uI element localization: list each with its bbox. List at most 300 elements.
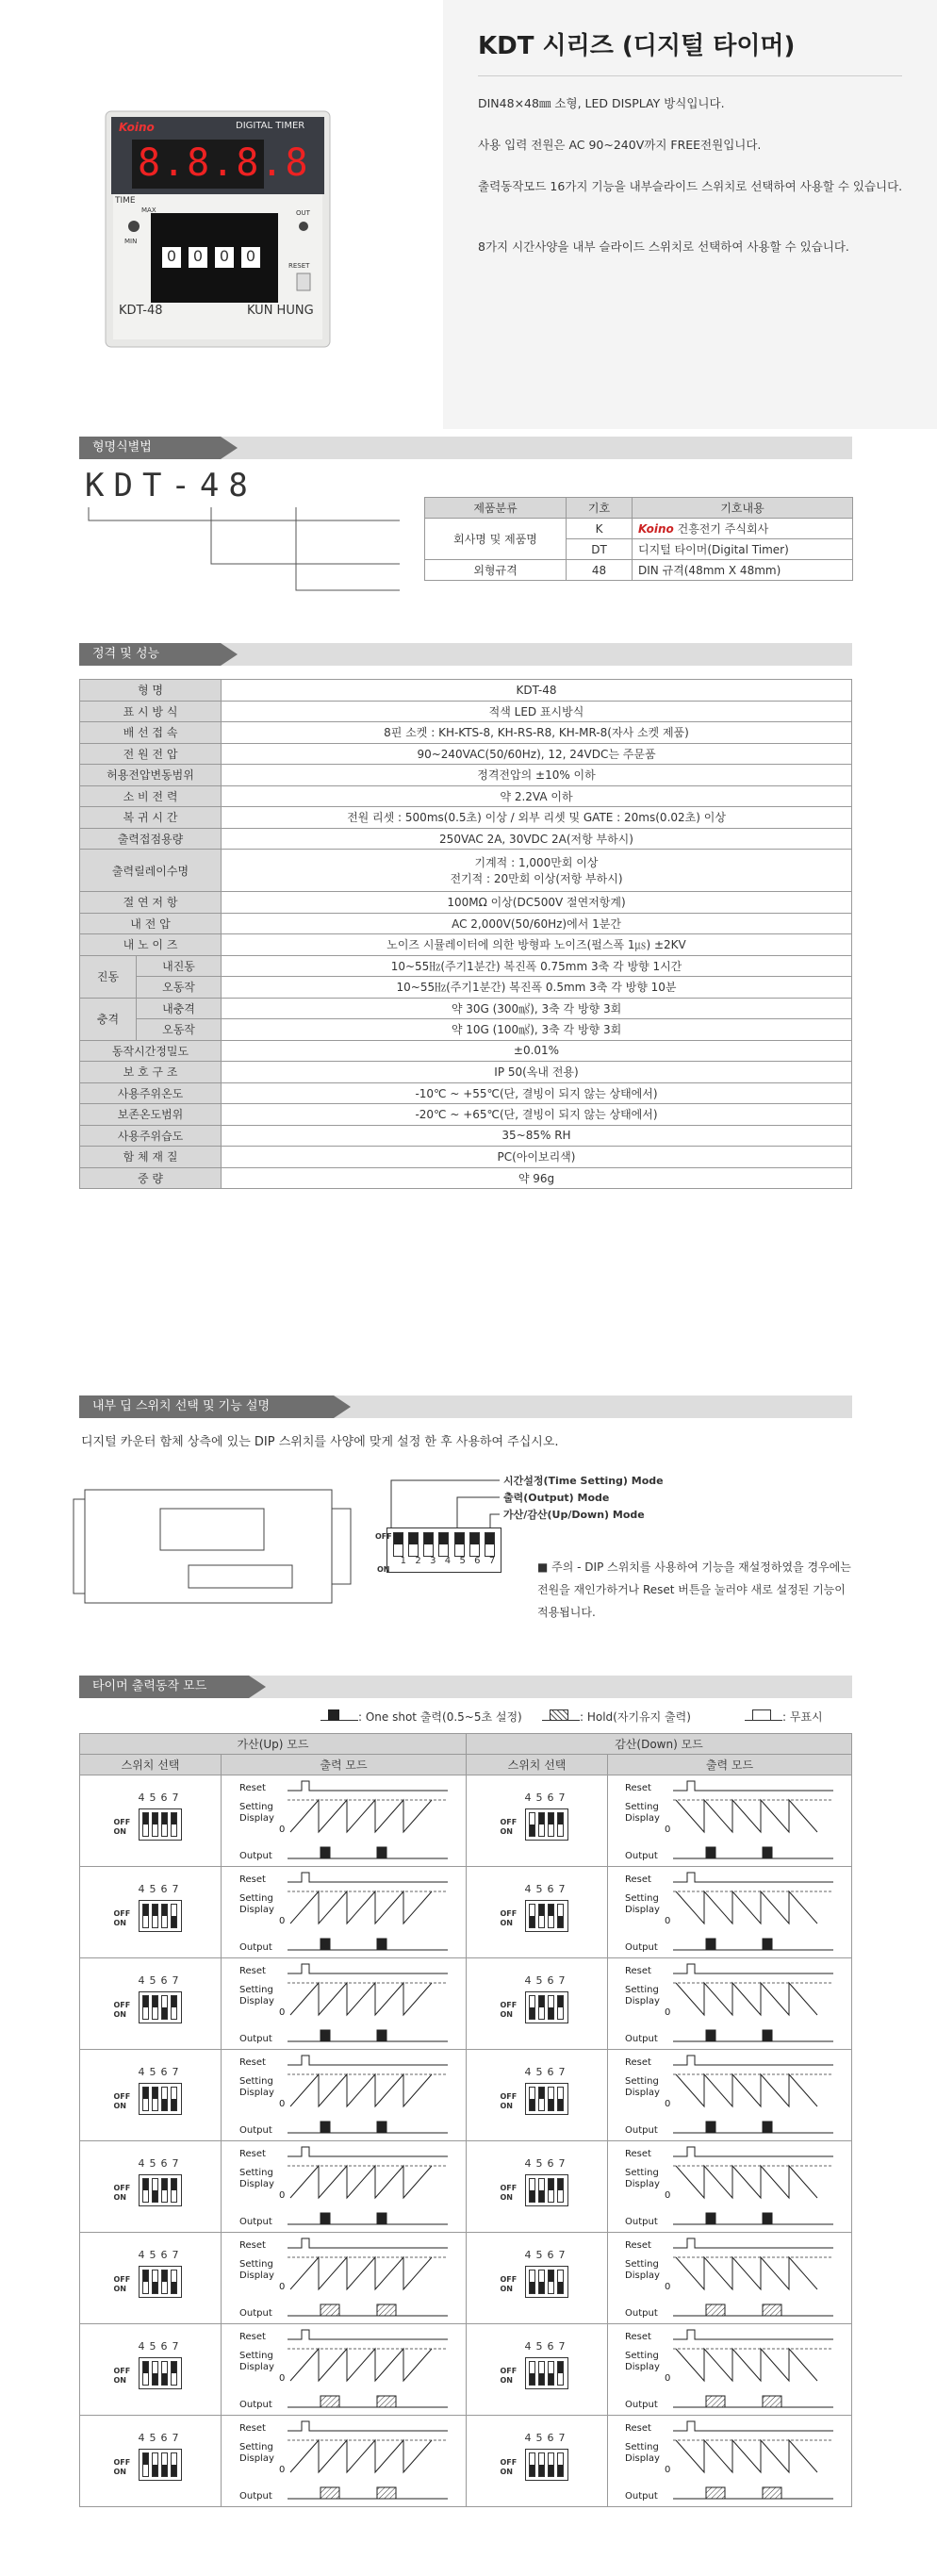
dip-numbers: 4567 (524, 1791, 570, 1804)
spec-value-line: 기계적 : 1,000만회 이상 (474, 856, 599, 869)
wave-zero-label: 0 (665, 2099, 671, 2109)
timer-device-illustration (0, 0, 443, 429)
wave-zero-label: 0 (278, 2190, 285, 2201)
display-signal (676, 2257, 817, 2289)
wave-output-label: Output (625, 2308, 658, 2319)
dip-switch (152, 2452, 158, 2477)
up-output-cell (222, 2141, 467, 2233)
section-title: 내부 딥 스위치 선택 및 기능 설명 (79, 1395, 334, 1418)
section-header-output-modes (79, 1676, 852, 1698)
down-output-cell (608, 1775, 852, 1867)
dip-switch-setting (501, 1792, 574, 1848)
dip-switch-box (139, 2174, 182, 2206)
model-code-table (424, 497, 853, 581)
dial[interactable]: 0 (215, 247, 234, 268)
dip-knob (530, 2099, 534, 2110)
spec-value-line: 전기적 : 20만회 이상(저항 부하시) (450, 872, 623, 885)
wave-setting-label: Setting (238, 1802, 273, 1812)
spec-label: 내 전 압 (80, 913, 222, 934)
wave-output-label: Output (238, 2217, 272, 2227)
dip-switch-box (525, 1991, 568, 2023)
dip-numbers: 4567 (138, 2248, 184, 2261)
dip-knob (153, 2190, 157, 2202)
dip-knob (162, 2007, 167, 2019)
dip-off-on-label (501, 2001, 518, 2020)
wave-setting-label: Setting (625, 1802, 659, 1812)
output-waveform (621, 1960, 838, 2047)
dip-numbers: 4567 (138, 1973, 184, 1987)
dip-switch-box (139, 2266, 182, 2298)
dip-numbers: 4567 (524, 2431, 570, 2444)
dip-knob (549, 2465, 553, 2476)
dip-switch (548, 2270, 554, 2294)
spec-label: 전 원 전 압 (80, 743, 222, 765)
output-mode-row (80, 1867, 852, 1958)
dip-switch-box (139, 2083, 182, 2115)
wave-setting-label: Setting (238, 2259, 273, 2270)
dip-numbers: 4567 (524, 2248, 570, 2261)
dip-numbers: 4567 (138, 2339, 184, 2353)
output-pulse (706, 2487, 725, 2499)
dip-knob (549, 2099, 553, 2110)
dip-switch (548, 2361, 554, 2386)
output-mode-row (80, 2050, 852, 2141)
wave-reset-label: Reset (238, 1966, 266, 1976)
dip-knob (162, 1905, 167, 1916)
dip-off-on-label (501, 1909, 518, 1928)
dip-switch (557, 2087, 564, 2111)
dip-knob (172, 1916, 176, 1927)
dip-knob (143, 1813, 148, 1825)
category-cell: 회사명 및 제품명 (425, 519, 567, 560)
dip-switch (161, 1904, 168, 1928)
wave-zero-label: 0 (278, 2282, 285, 2292)
dip-switch (557, 1995, 564, 2020)
display-signal (290, 2257, 432, 2289)
section-title: 정격 및 성능 (79, 643, 221, 666)
dip-switch-setting (501, 2432, 574, 2488)
reset-signal (673, 2238, 833, 2248)
output-pulse (763, 1847, 772, 1858)
wave-reset-label: Reset (625, 2240, 651, 2251)
output-waveform (236, 1960, 452, 2047)
dip-switch (142, 2452, 149, 2477)
dip-knob (172, 2179, 176, 2190)
spec-label: 내진동 (137, 955, 222, 977)
reset-signal (288, 2238, 448, 2248)
wave-setting-label: Setting (238, 1893, 273, 1904)
reset-signal (288, 2056, 448, 2065)
dip-switch (161, 2452, 168, 2477)
dip-switch-setting (114, 2249, 188, 2305)
spec-label: 소 비 전 력 (80, 785, 222, 807)
product-desc: 출력동작모드 16가지 기능을 내부슬라이드 스위치로 선택하여 사용할 수 있습니다. (478, 179, 903, 193)
dip-switch (548, 2452, 554, 2477)
reset-signal (673, 1964, 833, 1973)
wave-reset-label: Reset (625, 1966, 651, 1976)
wave-setting-label: Setting (238, 1985, 273, 1995)
spec-value: 35~85% RH (222, 1125, 852, 1147)
display-signal (290, 1891, 432, 1924)
spec-label: 함 체 재 질 (80, 1147, 222, 1168)
dip-switch[interactable] (393, 1532, 403, 1557)
output-mode-row (80, 2416, 852, 2507)
dip-switch (529, 1995, 535, 2020)
dip-knob (143, 2453, 148, 2465)
display-signal (676, 1891, 817, 1924)
dip-number: 1 (400, 1556, 407, 1566)
dip-switch[interactable] (454, 1532, 465, 1557)
dip-knob (549, 2271, 553, 2282)
wave-display-label: Display (625, 1813, 660, 1824)
up-switch-cell (80, 2416, 222, 2507)
dip-numbers: 4567 (524, 2065, 570, 2078)
dip-switch (161, 2178, 168, 2203)
up-switch-cell (80, 1958, 222, 2050)
off-label: OFF (113, 2366, 131, 2375)
wave-display-label: Display (238, 1813, 274, 1824)
dip-switch[interactable] (423, 1532, 434, 1557)
dip-switch[interactable] (469, 1532, 480, 1557)
output-mode-row (80, 2141, 852, 2233)
legend-text: : 무표시 (782, 1710, 823, 1724)
spec-label: 형 명 (80, 680, 222, 702)
down-output-cell (608, 1867, 852, 1958)
col-header: 출력 모드 (608, 1755, 852, 1775)
dip-knob (162, 2465, 167, 2476)
wave-setting-label: Setting (625, 2168, 659, 2178)
output-pulse (321, 2304, 339, 2316)
model-code-connector-lines (79, 500, 437, 603)
output-pulse (377, 2487, 396, 2499)
title-divider (478, 75, 902, 76)
wave-reset-label: Reset (625, 1783, 651, 1793)
on-label: ON (113, 2375, 126, 2385)
max-label: MAX (141, 206, 156, 214)
dip-off-on-label (501, 2458, 518, 2477)
output-waveform (621, 1777, 838, 1864)
dip-knob (558, 2179, 563, 2190)
on-label: ON (500, 1826, 513, 1836)
wave-setting-label: Setting (238, 2076, 273, 2087)
wave-output-label: Output (238, 2308, 272, 2319)
dip-off-on-label (114, 2184, 131, 2203)
dip-switch-setting (114, 1974, 188, 2031)
dip-switch (529, 1904, 535, 1928)
section-header-dip (79, 1395, 852, 1418)
dip-on-label: ON (377, 1565, 390, 1574)
dip-switch (161, 1812, 168, 1837)
col-header: 스위치 선택 (467, 1755, 608, 1775)
output-pulse (377, 2122, 386, 2133)
display-signal (290, 2074, 432, 2106)
up-switch-cell (80, 2233, 222, 2324)
dip-knob (172, 1813, 176, 1825)
display-signal (290, 1983, 432, 2015)
off-label: OFF (500, 1908, 518, 1918)
product-title: KDT 시리즈 (디지털 타이머) (478, 32, 796, 60)
off-label: OFF (500, 2366, 518, 2375)
wave-setting-label: Setting (625, 2351, 659, 2361)
dip-number: 7 (488, 1556, 496, 1566)
wave-display-label: Display (625, 1905, 660, 1915)
output-pulse (377, 1847, 386, 1858)
spec-label: 절 연 저 항 (80, 892, 222, 914)
up-switch-cell (80, 2324, 222, 2416)
dip-switch-setting (114, 2340, 188, 2397)
dip-knob (153, 2088, 157, 2099)
wave-reset-label: Reset (625, 1874, 651, 1885)
up-output-cell (222, 1867, 467, 1958)
output-pulse (706, 2213, 715, 2224)
dip-number: 5 (459, 1556, 466, 1566)
output-waveform (236, 2143, 452, 2230)
spec-value: KDT-48 (222, 680, 852, 702)
output-mode-row (80, 1775, 852, 1867)
wave-display-label: Display (625, 1996, 660, 2006)
output-pulse (706, 2396, 725, 2407)
dip-off-on-label (114, 2001, 131, 2020)
dip-switch (538, 2452, 545, 2477)
dip-knob (539, 1996, 544, 2007)
wave-zero-label: 0 (665, 2465, 671, 2475)
display-signal (676, 2166, 817, 2198)
down-output-cell (608, 2416, 852, 2507)
dip-knob (558, 2282, 563, 2293)
dip-switch-setting (501, 2157, 574, 2214)
dip-switch (142, 1812, 149, 1837)
wave-zero-label: 0 (665, 1825, 671, 1835)
spec-value: 약 10G (100㎨), 3축 각 방향 3회 (222, 1019, 852, 1041)
dip-switch-setting (501, 1974, 574, 2031)
group-header-down: 감산(Down) 모드 (467, 1734, 852, 1755)
dip-knob (558, 2362, 563, 2373)
dip-knob (539, 2465, 544, 2476)
dip-switch (171, 2361, 177, 2386)
dip-switch (548, 1995, 554, 2020)
dip-off-on-label (501, 2184, 518, 2203)
output-waveform (236, 1869, 452, 1956)
wave-output-label: Output (625, 1851, 658, 1861)
off-label: OFF (500, 2000, 518, 2009)
section-header-specs (79, 643, 852, 666)
on-label: ON (113, 2101, 126, 2110)
dip-knob (549, 1905, 553, 1916)
dip-leader-lines (382, 1471, 504, 1529)
dip-knob (549, 1813, 553, 1825)
dip-knob (539, 2373, 544, 2385)
dip-off-on-label (114, 1818, 131, 1837)
down-switch-cell (467, 2416, 608, 2507)
dip-switch (171, 1995, 177, 2020)
dip-numbers: 4567 (138, 2065, 184, 2078)
dial[interactable]: 0 (189, 247, 207, 268)
product-hero (0, 0, 937, 429)
display-signal (676, 2074, 817, 2106)
down-switch-cell (467, 2233, 608, 2324)
wave-zero-label: 0 (278, 2099, 285, 2109)
dip-switch[interactable] (408, 1532, 419, 1557)
dip-switch (548, 1904, 554, 1928)
dip-switch (142, 2087, 149, 2111)
up-output-cell (222, 1958, 467, 2050)
dip-switch[interactable] (438, 1532, 449, 1557)
dip-switch-setting (114, 2157, 188, 2214)
spec-value (222, 850, 852, 892)
dip-knob (143, 2088, 148, 2099)
wave-display-label: Display (625, 2453, 660, 2464)
wave-display-label: Display (625, 2362, 660, 2372)
off-label: OFF (500, 2457, 518, 2467)
off-label: OFF (113, 1817, 131, 1826)
reset-signal (288, 1873, 448, 1882)
wave-zero-label: 0 (665, 2007, 671, 2018)
up-output-cell (222, 2324, 467, 2416)
dip-switch (161, 2361, 168, 2386)
section-title: 형명식별법 (79, 437, 221, 459)
dip-switch (529, 2270, 535, 2294)
up-switch-cell (80, 2050, 222, 2141)
output-pulse (377, 2213, 386, 2224)
on-label: ON (500, 1918, 513, 1927)
dip-switch (557, 1904, 564, 1928)
dip-knob (558, 1916, 563, 1927)
group-header-up: 가산(Up) 모드 (80, 1734, 467, 1755)
dip-off-on-label (114, 2092, 131, 2111)
dip-switch-box (525, 1900, 568, 1932)
dip-switch (557, 1812, 564, 1837)
spec-value: 약 30G (300㎨), 3축 각 방향 3회 (222, 998, 852, 1019)
wave-reset-label: Reset (625, 2423, 651, 2434)
wave-setting-label: Setting (238, 2168, 273, 2178)
wave-display-label: Display (238, 2088, 274, 2098)
wave-output-label: Output (625, 2034, 658, 2044)
wave-zero-label: 0 (665, 1916, 671, 1926)
panel-label: DIGITAL TIMER (236, 121, 305, 131)
on-label: ON (500, 2375, 513, 2385)
wave-zero-label: 0 (665, 2282, 671, 2292)
brand-logo: Koino (638, 522, 674, 536)
wave-reset-label: Reset (238, 2149, 266, 2159)
dial[interactable]: 0 (241, 247, 260, 268)
spec-value: 전원 리셋 : 500ms(0.5초) 이상 / 외부 리셋 및 GATE : 20ms(0.02초) 이상 (222, 807, 852, 829)
dip-numbers: 4567 (138, 2156, 184, 2170)
spec-value: 노이즈 시뮬레이터에 의한 방형파 노이즈(펄스폭 1㎲) ±2KV (222, 934, 852, 956)
dip-switch-box (525, 2083, 568, 2115)
dip-switch (538, 1904, 545, 1928)
wave-reset-label: Reset (238, 2057, 266, 2068)
dip-numbers: 4567 (524, 2339, 570, 2353)
symbol-cell: K (567, 519, 633, 539)
spec-value: 적색 LED 표시방식 (222, 701, 852, 722)
output-pulse (377, 2030, 386, 2041)
maker-label: KUN HUNG (247, 304, 314, 318)
dip-switch (152, 1995, 158, 2020)
dip-switch (171, 1812, 177, 1837)
wave-display-label: Display (238, 1905, 274, 1915)
output-pulse (706, 2122, 715, 2133)
dip-switch-box (525, 2266, 568, 2298)
dip-knob (549, 2373, 553, 2385)
spec-label: 사용주위온도 (80, 1082, 222, 1104)
wave-zero-label: 0 (278, 1916, 285, 1926)
up-switch-cell (80, 2141, 222, 2233)
dip-knob (162, 2373, 167, 2385)
dip-switch-box (525, 2449, 568, 2481)
dip-knob (143, 2362, 148, 2373)
dip-switch[interactable] (485, 1532, 495, 1557)
model-code: KDT-48 (85, 467, 257, 504)
output-mode-row (80, 2233, 852, 2324)
min-label: MIN (124, 238, 138, 245)
dip-switch (161, 1995, 168, 2020)
desc-cell: DIN 규격(48mm X 48mm) (633, 560, 853, 581)
dip-off-on-label (114, 2275, 131, 2294)
dip-number: 2 (415, 1556, 421, 1566)
dip-knob (153, 1996, 157, 2007)
dip-number: 3 (430, 1556, 436, 1566)
dip-switch (152, 2178, 158, 2203)
legend-text: : One shot 출력(0.5~5초 설정) (358, 1710, 522, 1724)
dip-knob (530, 2190, 534, 2202)
on-label: ON (500, 2192, 513, 2202)
down-output-cell (608, 2324, 852, 2416)
dip-switch (152, 2270, 158, 2294)
on-label: ON (113, 2284, 126, 2293)
wave-setting-label: Setting (625, 1985, 659, 1995)
dip-switch (557, 2270, 564, 2294)
dip-switch (142, 2270, 149, 2294)
output-pulse (321, 2122, 330, 2133)
dip-switch (557, 2361, 564, 2386)
spec-label: 복 귀 시 간 (80, 807, 222, 829)
dip-switch-setting (114, 1883, 188, 1940)
dial[interactable]: 0 (162, 247, 181, 268)
dip-switch-box (525, 2357, 568, 2389)
display-signal (290, 1800, 432, 1832)
output-waveform (236, 2235, 452, 2321)
wave-zero-label: 0 (665, 2373, 671, 2384)
up-output-cell (222, 2050, 467, 2141)
dip-off-on-label (501, 1818, 518, 1837)
spec-value: 10~55㎐(주기1분간) 복진폭 0.5mm 3축 각 방향 10분 (222, 977, 852, 999)
spec-label: 출력릴레이수명 (80, 850, 222, 892)
wave-output-label: Output (625, 2125, 658, 2136)
dip-intro: 디지털 카운터 함체 상측에 있는 DIP 스위치를 사양에 맞게 설정 한 후 사용하여 주십시오. (81, 1435, 559, 1449)
col-header: 출력 모드 (222, 1755, 467, 1775)
product-desc: 8가지 시간사양을 내부 슬라이드 스위치로 선택하여 사용할 수 있습니다. (478, 239, 849, 254)
wave-output-label: Output (238, 1851, 272, 1861)
reset-signal (288, 1964, 448, 1973)
dip-knob (530, 1825, 534, 1836)
display-signal (676, 1983, 817, 2015)
spec-value: -20℃ ~ +65℃(단, 결빙이 되지 않는 상태에서) (222, 1104, 852, 1126)
spec-label: 내충격 (137, 998, 222, 1019)
product-desc: 사용 입력 전원은 AC 90~240V까지 FREE전원입니다. (478, 138, 762, 152)
on-label: ON (113, 2009, 126, 2019)
dip-knob (143, 2271, 148, 2282)
dip-knob (558, 2099, 563, 2110)
down-output-cell (608, 2141, 852, 2233)
dip-knob (530, 2282, 534, 2293)
wave-setting-label: Setting (238, 2351, 273, 2361)
dip-off-on-label (501, 2092, 518, 2111)
output-pulse (763, 2030, 772, 2041)
wave-output-label: Output (625, 2491, 658, 2502)
dip-knob (539, 2282, 544, 2293)
dip-knob (530, 2373, 534, 2385)
spec-value: 8핀 소켓 : KH-KTS-8, KH-RS-R8, KH-MR-8(자사 소켓 제품) (222, 722, 852, 744)
